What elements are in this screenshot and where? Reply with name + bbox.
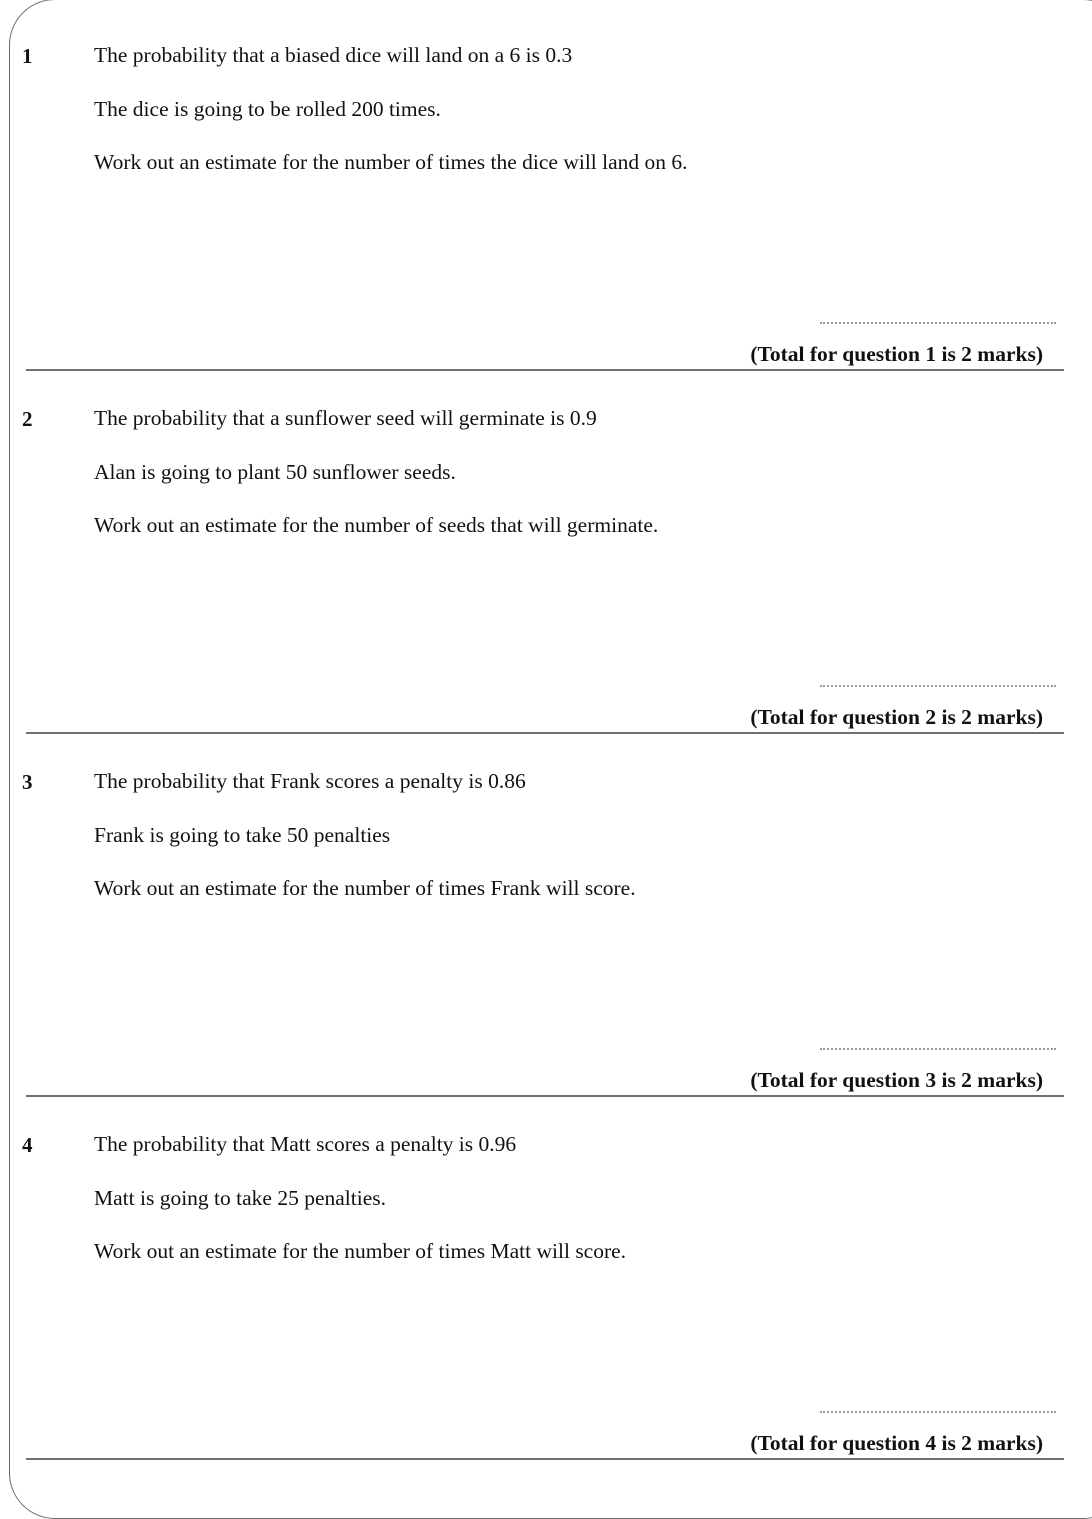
question-text-line: Frank is going to take 50 penalties bbox=[94, 823, 391, 847]
question-divider bbox=[26, 1458, 1064, 1460]
answer-line[interactable] bbox=[820, 685, 1056, 687]
question-number: 3 bbox=[22, 770, 33, 794]
question-total-marks: (Total for question 2 is 2 marks) bbox=[750, 705, 1043, 729]
question-text-line: Work out an estimate for the number of times the dice will land on 6. bbox=[94, 150, 688, 174]
question-total-marks: (Total for question 3 is 2 marks) bbox=[750, 1068, 1043, 1092]
question-number: 1 bbox=[22, 44, 33, 68]
question-number: 4 bbox=[22, 1133, 33, 1157]
question-text-line: Work out an estimate for the number of seeds that will germinate. bbox=[94, 513, 659, 537]
question-total-marks: (Total for question 1 is 2 marks) bbox=[750, 342, 1043, 366]
question-text-line: The probability that a biased dice will land on a 6 is 0.3 bbox=[94, 43, 573, 67]
question-text-line: The dice is going to be rolled 200 times. bbox=[94, 97, 441, 121]
question-text-line: The probability that a sunflower seed will germinate is 0.9 bbox=[94, 406, 597, 430]
question-1 bbox=[0, 0, 1092, 366]
question-text-line: Work out an estimate for the number of times Frank will score. bbox=[94, 876, 636, 900]
question-number: 2 bbox=[22, 407, 33, 431]
question-total-marks: (Total for question 4 is 2 marks) bbox=[750, 1431, 1043, 1455]
question-4 bbox=[0, 1089, 1092, 1455]
answer-line[interactable] bbox=[820, 1411, 1056, 1413]
question-text-line: Work out an estimate for the number of times Matt will score. bbox=[94, 1239, 627, 1263]
question-text-line: Alan is going to plant 50 sunflower seeds. bbox=[94, 460, 456, 484]
answer-line[interactable] bbox=[820, 1048, 1056, 1050]
answer-line[interactable] bbox=[820, 322, 1056, 324]
question-3 bbox=[0, 726, 1092, 1092]
question-2 bbox=[0, 363, 1092, 729]
question-text-line: Matt is going to take 25 penalties. bbox=[94, 1186, 386, 1210]
question-text-line: The probability that Matt scores a penalty is 0.96 bbox=[94, 1132, 517, 1156]
question-text-line: The probability that Frank scores a penalty is 0.86 bbox=[94, 769, 526, 793]
